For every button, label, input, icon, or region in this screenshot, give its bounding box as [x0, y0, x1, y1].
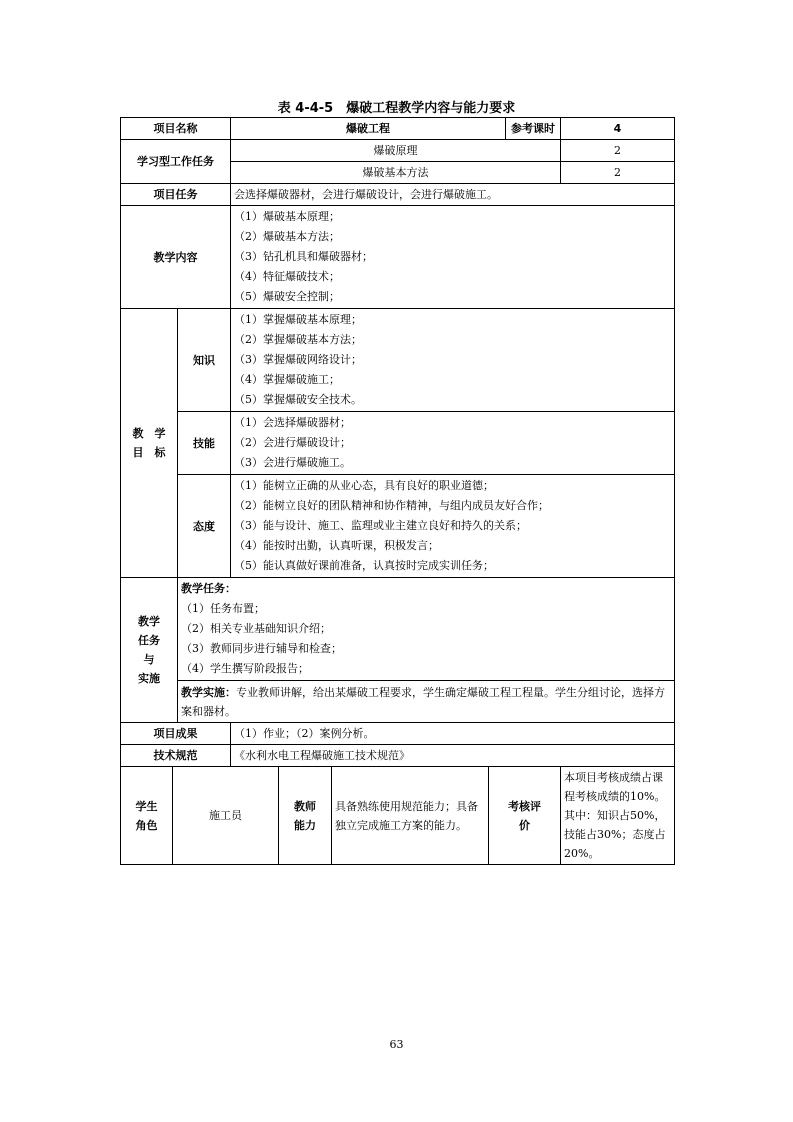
teaching-impl-label-line: 教学 — [138, 615, 160, 628]
list-item: （2）爆破基本方法； — [234, 230, 340, 243]
student-role-label-line: 学生 — [135, 799, 158, 813]
skills-list — [231, 412, 675, 475]
knowledge-list — [231, 309, 675, 412]
list-item: （2）能树立良好的团队精神和协作精神，与组内成员友好合作； — [234, 499, 549, 512]
teacher-ability-label-line: 能力 — [294, 818, 316, 832]
learning-task-item: 爆破基本方法 — [231, 162, 561, 184]
list-item: （3）钻孔机具和爆破器材； — [234, 250, 373, 263]
skills-label: 技能 — [178, 412, 231, 475]
list-item: （1）会选择爆破器材； — [234, 416, 351, 429]
page-number: 63 — [389, 1038, 404, 1051]
list-item: （5）爆破安全控制； — [234, 290, 340, 303]
tech-spec-text: 《水利水电工程爆破施工技术规范》 — [231, 745, 675, 767]
teaching-impl-label — [121, 578, 178, 723]
project-name: 爆破工程 — [231, 118, 506, 140]
list-item: （2）掌握爆破基本方法； — [234, 333, 362, 346]
project-results-label: 项目成果 — [121, 723, 231, 745]
teaching-tasks-cell — [178, 578, 675, 681]
teaching-impl-text: 专业教师讲解，给出某爆破工程要求，学生确定爆破工程工程量。学生分组讨论，选择方案和器材。 — [181, 685, 665, 718]
student-role-label — [121, 767, 173, 865]
list-item: （5）能认真做好课前准备，认真按时完成实训任务； — [234, 559, 494, 572]
list-item: （4）能按时出勤，认真听课，积极发言； — [234, 539, 439, 552]
assessment-label-line: 价 — [519, 818, 530, 832]
attitude-label: 态度 — [178, 475, 231, 578]
learning-task-item: 爆破原理 — [231, 140, 561, 162]
project-task-label: 项目任务 — [121, 184, 231, 206]
list-item: （3）会进行爆破施工。 — [234, 456, 351, 469]
teaching-goals-label-line: 教 学 — [132, 427, 166, 440]
list-item: （4）学生撰写阶段报告； — [181, 662, 309, 675]
attitude-list — [231, 475, 675, 578]
teacher-ability: 具备熟练使用规范能力；具备独立完成施工方案的能力。 — [332, 767, 489, 865]
teacher-ability-label — [279, 767, 332, 865]
list-item: （4）特征爆破技术； — [234, 270, 340, 283]
student-role-label-line: 角色 — [135, 818, 158, 832]
teaching-content-label: 教学内容 — [121, 206, 231, 309]
teaching-impl-label-inline: 教学实施： — [181, 685, 236, 699]
teaching-impl-label-line: 与 — [143, 653, 155, 666]
learning-task-hours: 2 — [561, 140, 675, 162]
teaching-impl-cell — [178, 681, 675, 723]
list-item: （3）教师同步进行辅导和检查； — [181, 642, 342, 655]
assessment-label — [489, 767, 561, 865]
list-item: （1）爆破基本原理； — [234, 210, 340, 223]
list-item: （3）能与设计、施工、监理或业主建立良好和持久的关系； — [234, 519, 527, 532]
list-item: （5）掌握爆破安全技术。 — [234, 393, 362, 406]
learning-tasks-label: 学习型工作任务 — [121, 140, 231, 184]
list-item: （2）会进行爆破设计； — [234, 436, 351, 449]
teaching-impl-label-line: 实施 — [138, 672, 160, 685]
student-role: 施工员 — [173, 767, 279, 865]
teaching-impl-label-line: 任务 — [138, 634, 160, 647]
tech-spec-label: 技术规范 — [121, 745, 231, 767]
assessment-label-line: 考核评 — [508, 799, 541, 813]
teaching-goals-label — [121, 309, 178, 578]
project-task-text: 会选择爆破器材，会进行爆破设计，会进行爆破施工。 — [231, 184, 675, 206]
learning-task-hours: 2 — [561, 162, 675, 184]
list-item: （1）任务布置； — [181, 602, 265, 615]
project-name-label: 项目名称 — [121, 118, 231, 140]
list-item: （3）掌握爆破网络设计； — [234, 353, 362, 366]
list-item: （2）相关专业基础知识介绍； — [181, 622, 331, 635]
teaching-goals-label-line: 目 标 — [132, 446, 166, 459]
ref-hours-label: 参考课时 — [506, 118, 561, 140]
teacher-ability-label-line: 教师 — [294, 799, 316, 813]
list-item: （1）掌握爆破基本原理； — [234, 313, 362, 326]
knowledge-label: 知识 — [178, 309, 231, 412]
teaching-tasks-label: 教学任务： — [181, 582, 236, 595]
teaching-content-table — [120, 117, 675, 865]
teaching-content-list — [231, 206, 675, 309]
project-results-text: （1）作业；（2）案例分析。 — [231, 723, 675, 745]
ref-hours: 4 — [561, 118, 675, 140]
list-item: （1）能树立正确的从业心态，具有良好的职业道德； — [234, 479, 494, 492]
assessment-text: 本项目考核成绩占课程考核成绩的10%。其中：知识占50%，技能占30%；态度占20%。 — [561, 767, 675, 865]
list-item: （4）掌握爆破施工； — [234, 373, 340, 386]
table-title: 表 4-4-5 爆破工程教学内容与能力要求 — [277, 101, 516, 116]
